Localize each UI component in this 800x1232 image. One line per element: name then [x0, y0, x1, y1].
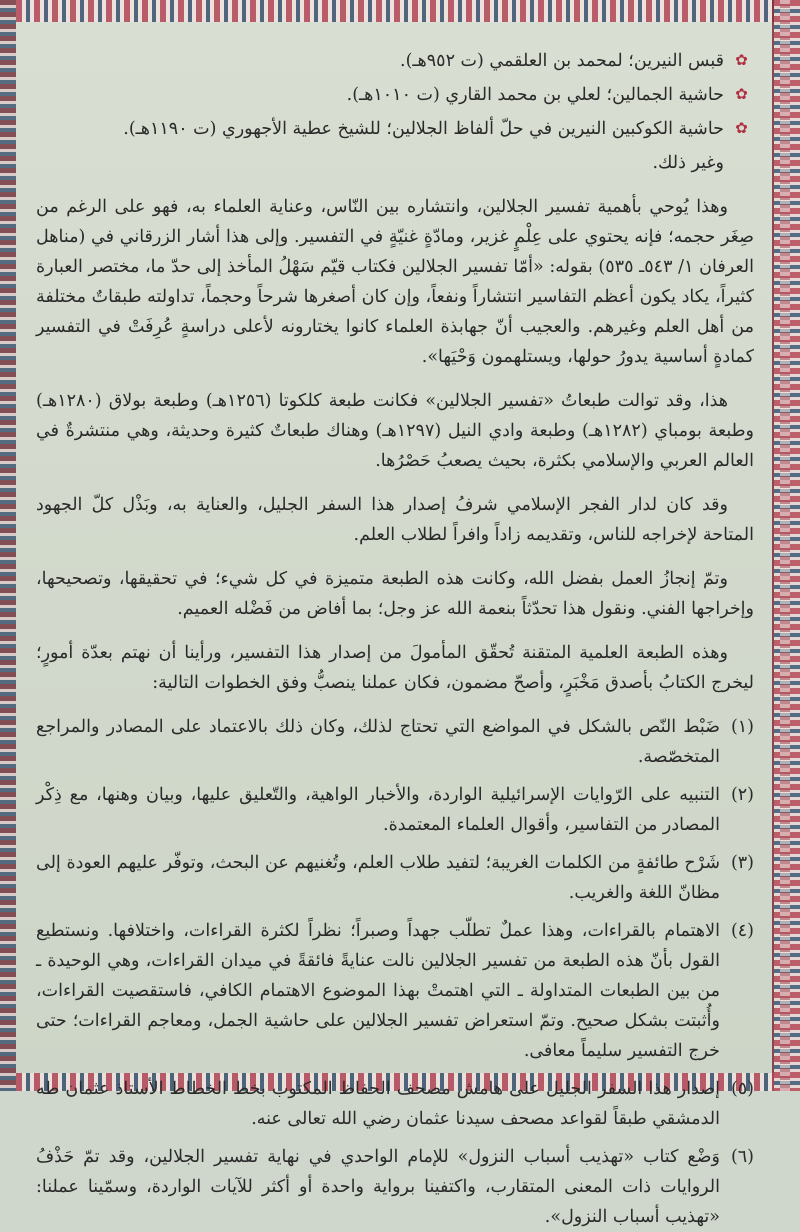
flower-bullet-icon: ✿	[735, 119, 748, 137]
step-number: (٢)	[730, 785, 754, 805]
steps-list	[36, 712, 754, 1232]
step-item	[36, 916, 754, 1066]
list-item-text: قبس النيرين؛ لمحمد بن العلقمي (ت ٩٥٢هـ).	[400, 51, 724, 71]
flower-bullet-icon: ✿	[735, 85, 748, 103]
list-item	[36, 80, 754, 110]
step-item	[36, 712, 754, 772]
paragraph: وتمّ إنجازُ العمل بفضل الله، وكانت هذه الطبعة متميزة في كل شيء؛ في تحقيقها، وتصحيحها، وإخراجها الفني. ونقول هذا تحدّثاً بنعمة الله عز وجل؛ بما أفاض من فَضْله العميم.	[36, 569, 754, 619]
ornamental-border-top	[16, 0, 774, 22]
commentary-list	[36, 46, 754, 144]
step-number: (٦)	[730, 1147, 754, 1167]
step-text: ضَبْط النّص بالشكل في المواضع التي تحتاج لذلك، وكان ذلك بالاعتماد على المصادر والمراجع المتخصّصة.	[36, 717, 720, 767]
step-item	[36, 780, 754, 840]
step-text: الاهتمام بالقراءات، وهذا عملٌ تطلّب جهداً وصبراً؛ نظراً لكثرة القراءات، واختلافها. ونستطيع القول بأنّ هذه الطبعة من تفسير الجلالين نالت عنايةً فائقةً في ميدان القراءات، وهي الوحيدة ـ من بين الطبعات المتداولة ـ التي اهتمتْ بهذا الموضوع الاهتمام الكافي، فاستقصيت القراءات، وأُثبتت بشكل صحيح. وتمّ استعراض تفسير الجلالين على حاشية الجمل، ومعاجم القراءات؛ حتى خرج التفسير سليماً معافى.	[36, 921, 720, 1061]
step-number: (٤)	[730, 921, 754, 941]
list-item-text: حاشية الجمالين؛ لعلي بن محمد القاري (ت ١٠١٠هـ).	[346, 85, 724, 105]
step-text: التنبيه على الرّوايات الإسرائيلية الواردة، والأخبار الواهية، والتّعليق عليها، وبيان وهنها، مع ذِكْر المصادر من التفاسير، وأقوال العلماء المعتمدة.	[36, 785, 720, 835]
paragraph: وقد كان لدار الفجر الإسلامي شرفُ إصدار هذا السفر الجليل، والعناية به، وبَذْل كلّ الجهود المتاحة لإخراجه للناس، وتقديمه زاداً وافراً لطلاب العلم.	[36, 495, 754, 545]
step-number: (١)	[730, 717, 754, 737]
ornamental-border-left	[0, 0, 16, 1091]
page-text	[36, 46, 754, 1227]
step-text: شَرْح طائفةٍ من الكلمات الغريبة؛ لتفيد طلاب العلم، وتُغنيهم عن البحث، وتوفّر عليهم العودة إلى مظانّ اللغة والغريب.	[36, 853, 720, 903]
step-item	[36, 848, 754, 908]
step-text: وَضْع كتاب «تهذيب أسباب النزول» للإمام الواحدي في نهاية تفسير الجلالين، وقد تمّ حَذْفُ الروايات ذات المعنى المتقارب، واكتفينا برواية واحدة أو أكثر للآيات الواردة، وسمّينا عملنا: «تهذيب أسباب النزول».	[36, 1147, 720, 1227]
step-item	[36, 1074, 754, 1134]
ornamental-border-right	[772, 0, 800, 1091]
paragraph: وهذه الطبعة العلمية المتقنة تُحقّق المأمولَ من إصدار هذا التفسير، ورأينا أن نهتم بعدّة أمورٍ؛ ليخرج الكتابُ بأصدق مَخْبَرٍ، وأصحّ مضمون، فكان عملنا ينصبُّ وفق الخطوات التالية:	[36, 643, 754, 693]
step-item	[36, 1142, 754, 1232]
list-item	[36, 114, 754, 144]
paragraph: وهذا يُوحي بأهمية تفسير الجلالين، وانتشاره بين النّاس، وعناية العلماء به، فهو على الرغم من صِغَر حجمه؛ فإنه يحتوي على عِلْمٍ غزير، ومادّةٍ غنيّةٍ في التفسير. وإلى هذا أشار الزرقاني في (مناهل العرفان ١/ ٥٤٣ـ ٥٣٥) بقوله: «أمّا تفسير الجلالين فكتاب قيّم سَهْلُ المأخذ إلى حدّ ما، مختصر العبارة كثيراً، يكاد يكون أعظم التفاسير انتشاراً ونفعاً، وإن كان أصغرها شرحاً وحجماً، تداولته طبقاتٌ مختلفة من أهل العلم وغيرهم. والعجيب أنّ جهابذة العلماء كانوا يختارونه لأعلى دراسةٍ عُرِفَتْ في التفسير كمادةٍ أساسية يدورُ حولها، ويستلهمون وَحْيَها».	[36, 197, 754, 367]
list-item-text: حاشية الكوكبين النيرين في حلّ ألفاظ الجلالين؛ للشيخ عطية الأجهوري (ت ١١٩٠هـ).	[123, 119, 724, 139]
step-text: إصدار هذا السفر الجليل على هامش مصحف الحفاظ المكتوب بخط الخطاط الأستاذ عثمان طه الدمشقي طبقاً لقواعد مصحف سيدنا عثمان رضي الله تعالى عنه.	[36, 1079, 720, 1129]
list-item	[36, 46, 754, 76]
paragraph: هذا، وقد توالت طبعاتُ «تفسير الجلالين» فكانت طبعة كلكوتا (١٢٥٦هـ) وطبعة بولاق (١٢٨٠هـ) وطبعة بومباي (١٢٨٢هـ) وطبعة وادي النيل (١٢٩٧هـ) وهناك طبعاتٌ كثيرة وحديثة، وهي منتشرةٌ في العالم العربي والإسلامي بكثرة، بحيث يصعبُ حَصْرُها.	[36, 391, 754, 471]
step-number: (٣)	[730, 853, 754, 873]
step-number: (٥)	[730, 1079, 754, 1099]
list-ending: وغير ذلك.	[652, 153, 724, 173]
flower-bullet-icon: ✿	[735, 51, 748, 69]
